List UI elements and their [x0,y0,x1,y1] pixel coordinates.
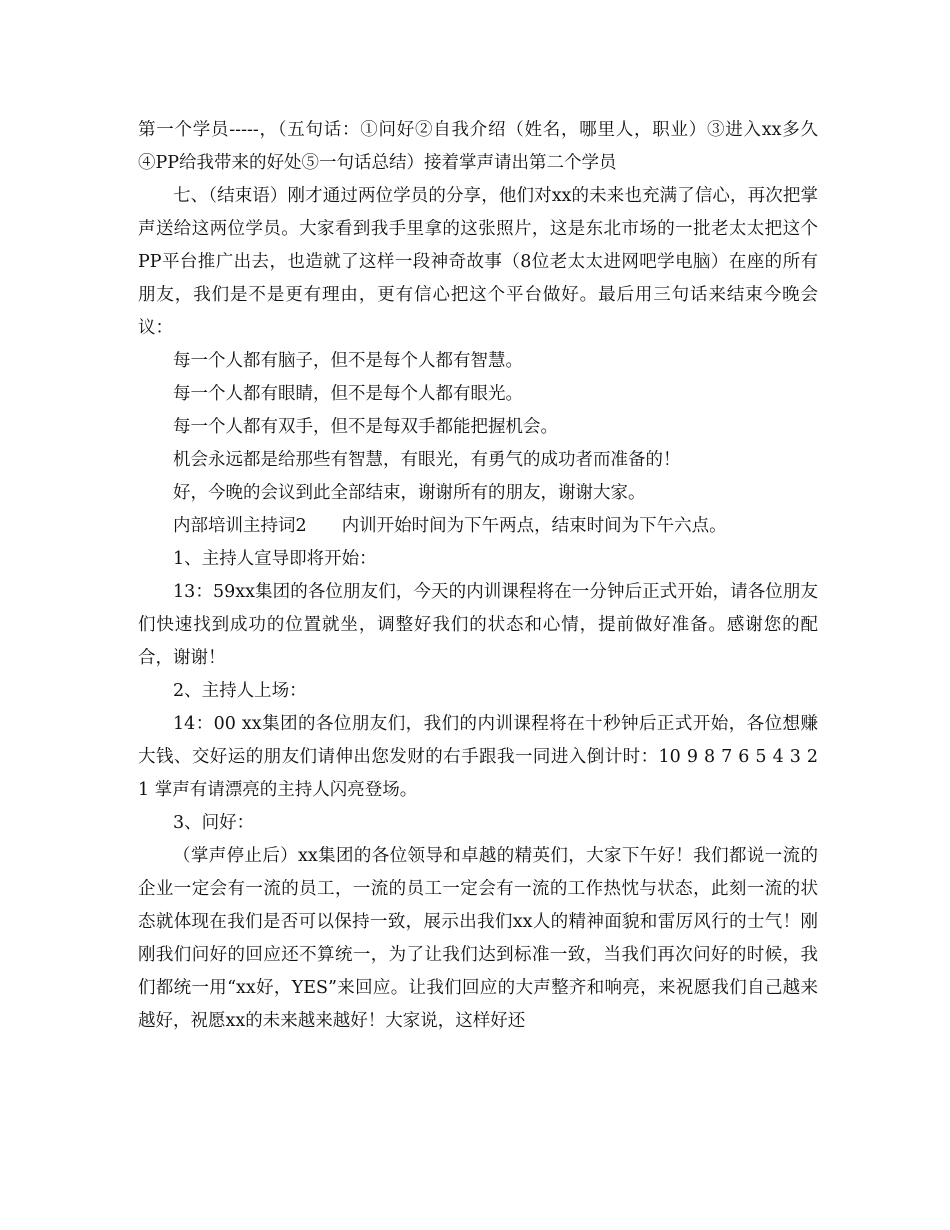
paragraph-4: 每一个人都有眼睛，但不是每个人都有眼光。 [173,384,523,404]
paragraph-1: 第一个学员-----，（五句话：①问好②自我介绍（姓名，哪里人，职业）③进入xx多久④PP给我带来的好处⑤一句话总结）接着掌声请出第二个学员 [138,120,818,173]
paragraph-8-heading: 内部培训主持词2 内训开始时间为下午两点，结束时间为下午六点。 [173,516,727,536]
paragraph-5: 每一个人都有双手，但不是每双手都能把握机会。 [173,417,558,437]
paragraph-3: 每一个人都有脑子，但不是每个人都有智慧。 [173,351,523,371]
paragraph-11: 2、主持人上场： [173,681,307,701]
paragraph-13: 3、问好： [173,813,255,833]
paragraph-7: 好，今晚的会议到此全部结束，谢谢所有的朋友，谢谢大家。 [173,483,646,503]
paragraph-14: （掌声停止后）xx集团的各位领导和卓越的精英们，大家下午好！我们都说一流的企业一定会有一流的员工，一流的员工一定会有一流的工作热忱与状态，此刻一流的状态就体现在我们是否可以保持一致，展示出我们xx人的精神面貌和雷厉风行的士气！刚刚我们问好的回应还不算统一，为了让我们达到标准一致，当我们再次问好的时候，我们都统一用“xx好，YES”来回应。让我们回应的大声整齐和响亮，来祝愿我们自己越来越好，祝愿xx的未来越来越好！大家说，这样好还 [138,846,818,1031]
paragraph-10: 13：59xx集团的各位朋友们，今天的内训课程将在一分钟后正式开始，请各位朋友们快速找到成功的位置就坐，调整好我们的状态和心情，提前做好准备。感谢您的配合，谢谢！ [138,582,818,668]
paragraph-9: 1、主持人宣导即将开始： [173,549,377,569]
paragraph-6: 机会永远都是给那些有智慧，有眼光，有勇气的成功者而准备的！ [173,450,681,470]
document-page [138,110,824,1038]
paragraph-12: 14：00 xx集团的各位朋友们，我们的内训课程将在十秒钟后正式开始，各位想赚大钱、交好运的朋友们请伸出您发财的右手跟我一同进入倒计时：10 9 8 7 6 5 4 3 2 1 掌声有请漂亮的主持人闪亮登场。 [138,714,824,800]
paragraph-2: 七、（结束语）刚才通过两位学员的分享，他们对xx的未来也充满了信心，再次把掌声送给这两位学员。大家看到我手里拿的这张照片，这是东北市场的一批老太太把这个PP平台推广出去，也造就了这样一段神奇故事（8位老太太进网吧学电脑）在座的所有朋友，我们是不是更有理由，更有信心把这个平台做好。最后用三句话来结束今晚会议： [138,186,818,338]
